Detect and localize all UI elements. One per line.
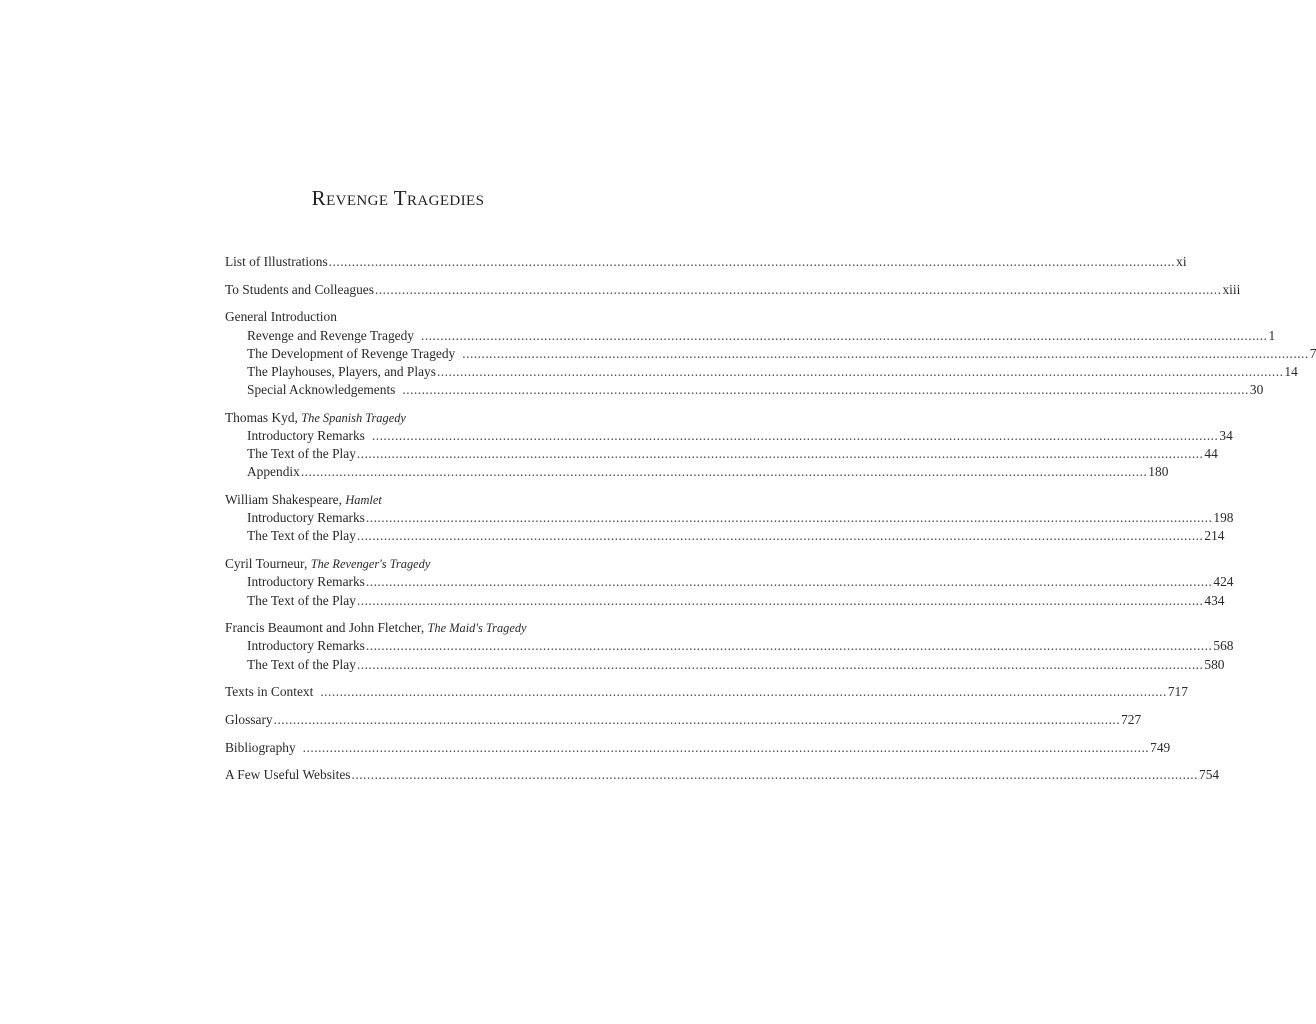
toc-entry[interactable] xyxy=(225,463,1169,481)
heading-work-title: Hamlet xyxy=(345,493,382,508)
dot-leader: ............................................................................................................................................................................................................................ xyxy=(300,464,1148,480)
section-heading xyxy=(225,308,570,326)
dot-leader: ............................................................................................................................................................................................................................ xyxy=(365,638,1213,654)
dot-leader: ............................................................................................................................................................................................................................ xyxy=(365,574,1213,590)
entry-page-number: xi xyxy=(1176,254,1187,269)
entry-page-number: 434 xyxy=(1204,592,1225,608)
dot-leader: ............................................................................................................................................................................................................................ xyxy=(328,254,1176,269)
entry-label: Glossary xyxy=(225,711,273,727)
dot-leader: ............................................................................................................................................................................................................................ xyxy=(356,446,1204,462)
toc-entry[interactable] xyxy=(225,573,1234,591)
dot-leader: ............................................................................................................................................................................................................................ xyxy=(320,684,1167,700)
entry-page-number: 568 xyxy=(1213,638,1234,654)
toc-section xyxy=(225,619,1234,674)
heading-author: General Introduction xyxy=(225,309,337,325)
dot-leader: ............................................................................................................................................................................................................................ xyxy=(365,510,1213,526)
toc-entry[interactable] xyxy=(225,253,1187,271)
table-of-contents xyxy=(225,253,1316,794)
toc-entry[interactable] xyxy=(225,527,1225,545)
toc-entry[interactable] xyxy=(225,281,1241,299)
entry-label: The Playhouses, Players, and Plays xyxy=(247,363,436,379)
toc-section xyxy=(225,409,1233,482)
dot-leader: ............................................................................................................................................................................................................................ xyxy=(351,767,1198,783)
entry-label: List of Illustrations xyxy=(225,254,328,269)
entry-label: Special Acknowledgements xyxy=(247,382,396,398)
entry-page-number: 44 xyxy=(1204,446,1218,462)
heading-author: Francis Beaumont and John Fletcher, xyxy=(225,620,428,636)
entry-page-number: 727 xyxy=(1121,711,1142,727)
entry-label: Introductory Remarks xyxy=(247,574,365,590)
toc-section xyxy=(225,739,1171,757)
entry-label: The Text of the Play xyxy=(247,656,356,672)
toc-section xyxy=(225,711,1142,729)
toc-section xyxy=(225,281,1241,299)
toc-section xyxy=(225,491,1234,546)
heading-author: Thomas Kyd, xyxy=(225,409,302,425)
entry-label: Bibliography xyxy=(225,739,296,755)
toc-entry[interactable] xyxy=(225,739,1171,757)
toc-section xyxy=(225,253,1187,271)
dot-leader: ............................................................................................................................................................................................................................ xyxy=(462,345,1309,361)
toc-entry[interactable] xyxy=(225,656,1225,674)
dot-leader: ............................................................................................................................................................................................................................ xyxy=(302,739,1150,755)
toc-entry[interactable] xyxy=(225,637,1234,655)
toc-entry[interactable] xyxy=(225,509,1234,527)
toc-entry[interactable] xyxy=(225,683,1188,701)
entry-page-number: 580 xyxy=(1204,656,1225,672)
dot-leader: ............................................................................................................................................................................................................................ xyxy=(356,592,1204,608)
entry-page-number: 30 xyxy=(1249,382,1264,398)
entry-label: The Text of the Play xyxy=(247,592,356,608)
toc-entry[interactable] xyxy=(225,592,1225,610)
entry-label: The Development of Revenge Tragedy xyxy=(247,345,456,361)
entry-label: Texts in Context xyxy=(225,684,314,700)
entry-label: The Text of the Play xyxy=(247,446,356,462)
dot-leader: ............................................................................................................................................................................................................................ xyxy=(402,382,1249,398)
dot-leader: ............................................................................................................................................................................................................................ xyxy=(273,711,1121,727)
entry-label: To Students and Colleagues xyxy=(225,281,374,297)
entry-page-number: 14 xyxy=(1284,363,1298,379)
entry-page-number: 717 xyxy=(1167,684,1188,700)
toc-entry[interactable] xyxy=(225,363,1298,381)
entry-label: The Text of the Play xyxy=(247,528,356,544)
entry-page-number: 1 xyxy=(1268,327,1276,343)
entry-label: Revenge and Revenge Tragedy xyxy=(247,327,414,343)
dot-leader: ............................................................................................................................................................................................................................ xyxy=(436,363,1284,379)
toc-entry[interactable] xyxy=(225,381,1264,399)
entry-page-number: 198 xyxy=(1213,510,1234,526)
dot-leader: ............................................................................................................................................................................................................................ xyxy=(374,281,1222,297)
page-title: Revenge Tragedies xyxy=(311,186,485,210)
heading-author: William Shakespeare, xyxy=(225,492,346,508)
toc-entry[interactable] xyxy=(225,345,1316,363)
entry-label: Introductory Remarks xyxy=(247,638,365,654)
heading-work-title: The Spanish Tragedy xyxy=(301,410,406,425)
toc-entry[interactable] xyxy=(225,327,1276,345)
toc-section xyxy=(225,308,1316,399)
entry-page-number: 34 xyxy=(1219,428,1233,443)
toc-section xyxy=(225,683,1188,701)
toc-entry[interactable] xyxy=(225,445,1218,463)
dot-leader: ............................................................................................................................................................................................................................ xyxy=(420,327,1268,343)
entry-page-number: 7 xyxy=(1309,345,1316,361)
entry-page-number: 214 xyxy=(1204,528,1225,544)
entry-label: Introductory Remarks xyxy=(247,428,365,443)
entry-label: A Few Useful Websites xyxy=(225,767,351,783)
heading-work-title: The Revenger's Tragedy xyxy=(310,557,431,572)
entry-label: Appendix xyxy=(247,464,300,480)
entry-page-number: 180 xyxy=(1148,464,1169,480)
toc-section xyxy=(225,555,1234,610)
entry-page-number: xiii xyxy=(1222,281,1241,297)
entry-label: Introductory Remarks xyxy=(247,510,365,526)
section-heading xyxy=(225,409,570,427)
toc-section xyxy=(225,766,1220,784)
entry-page-number: 749 xyxy=(1150,739,1171,755)
dot-leader: ............................................................................................................................................................................................................................ xyxy=(371,428,1219,443)
section-heading xyxy=(225,555,570,573)
dot-leader: ............................................................................................................................................................................................................................ xyxy=(356,656,1204,672)
heading-work-title: The Maid's Tragedy xyxy=(427,621,527,636)
section-heading xyxy=(225,619,570,637)
toc-entry[interactable] xyxy=(225,766,1220,784)
entry-page-number: 754 xyxy=(1199,767,1220,783)
toc-entry[interactable] xyxy=(225,711,1142,729)
section-heading xyxy=(225,491,570,509)
entry-page-number: 424 xyxy=(1213,574,1234,590)
heading-author: Cyril Tourneur, xyxy=(225,556,311,572)
dot-leader: ............................................................................................................................................................................................................................ xyxy=(356,528,1204,544)
toc-entry[interactable] xyxy=(225,427,1233,445)
